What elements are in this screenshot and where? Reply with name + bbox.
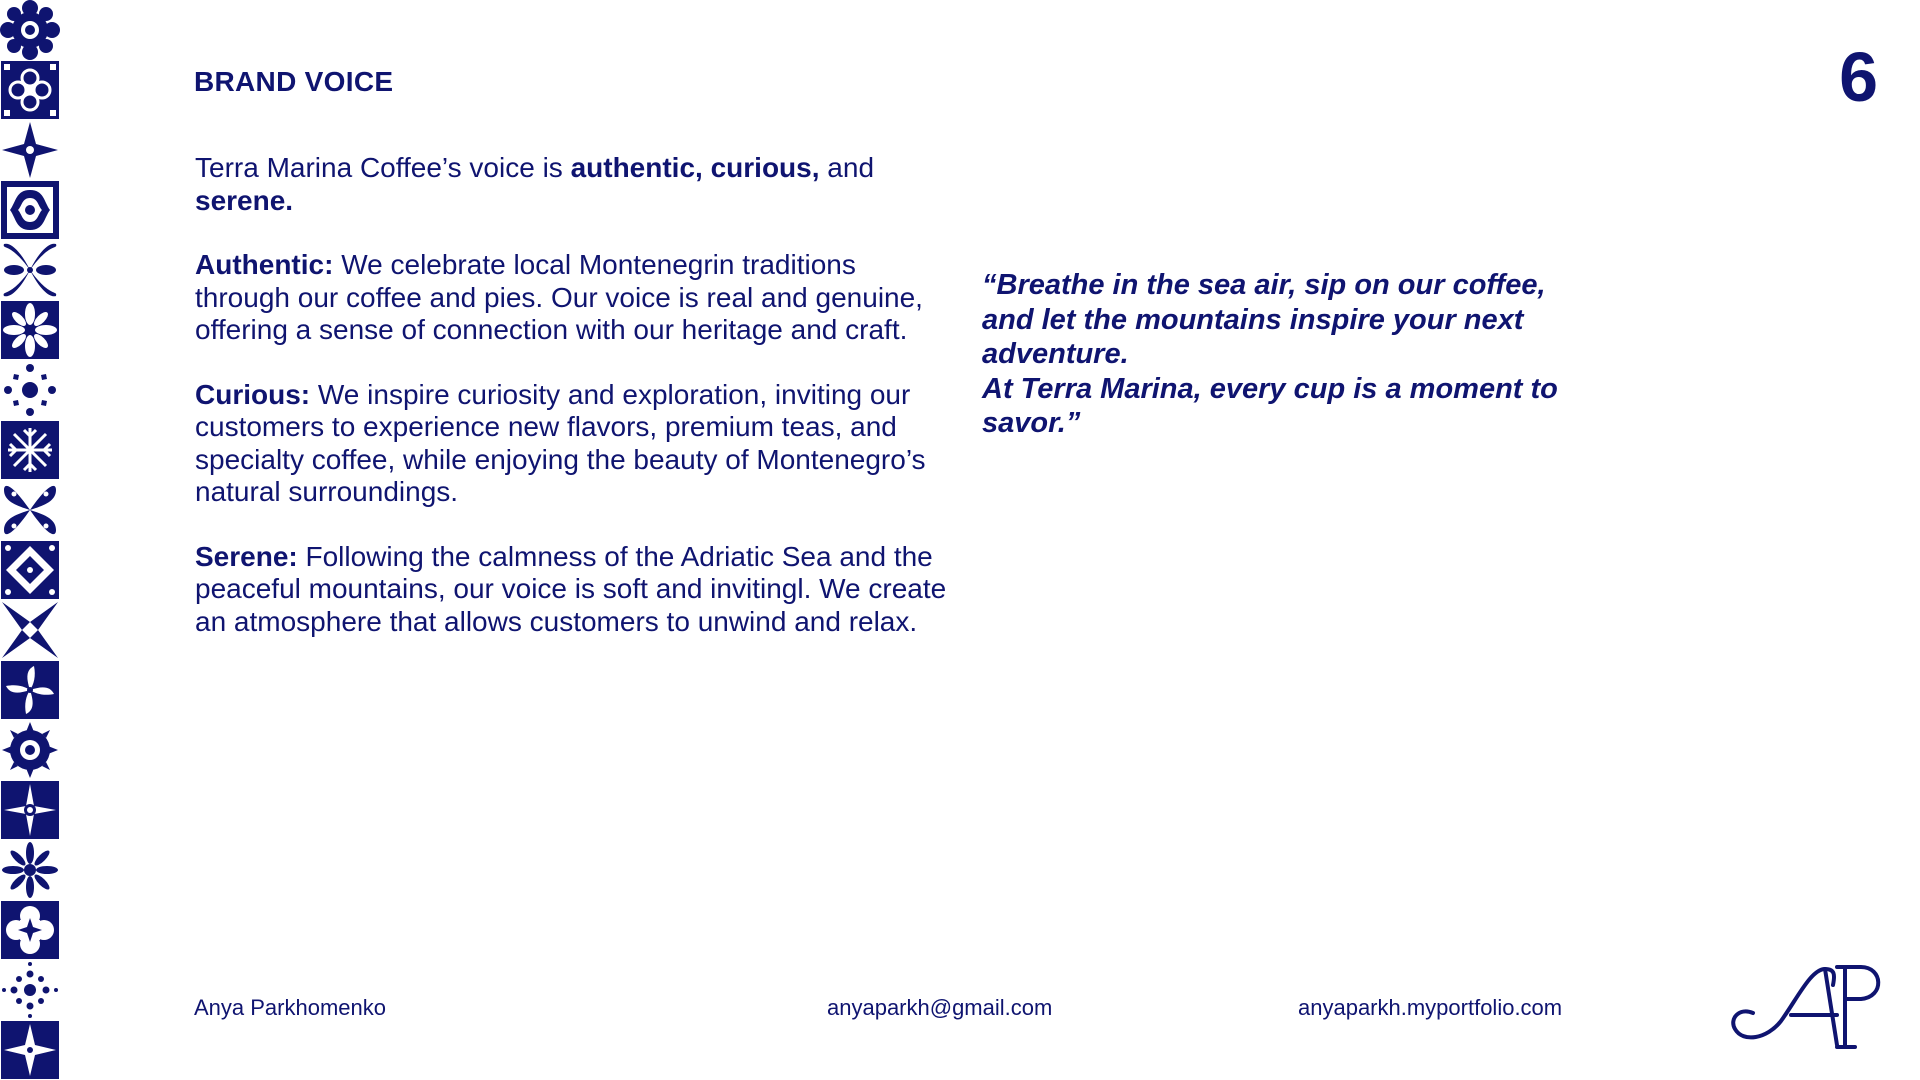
quote-line-1: “Breathe in the sea air, sip on our coffee, and let the mountains inspire your next adventure. [982,269,1546,370]
snowflake-tile-icon [0,780,60,840]
intro-lead: Terra Marina Coffee’s voice is [195,152,571,183]
flower-petal-icon [0,300,60,360]
decorative-tile-strip [0,0,60,1080]
diamond-dots-icon [0,540,60,600]
intro-last-trait: serene. [195,184,294,216]
star-cross-icon [0,600,60,660]
sun-gear-icon [0,720,60,780]
trait-paragraph-serene [195,541,955,639]
trait-paragraph-authentic [195,249,955,347]
dot-ring-icon [0,960,60,1020]
trait-text: Following the calmness of the Adriatic Sea and the peaceful mountains, our voice is soft and invitingl. We create an atmosphere that allows customers to unwind and relax. [195,540,947,637]
intro-traits: authentic, curious, [570,152,820,183]
trait-label: Curious: [195,378,311,410]
framed-knot-icon [0,180,60,240]
intro-joiner: and [819,152,875,183]
flower-gear-icon [0,0,60,60]
snowflake-tile-icon [0,420,60,480]
footer-author-name: Anya Parkhomenko [194,995,386,1020]
trait-text: We inspire curiosity and exploration, inviting our customers to experience new flavors, premium teas, and specialty coffee, while enjoying the beauty of Montenegro’s natural surroundings. [195,378,926,507]
dot-ring-icon [0,360,60,420]
quatrefoil-tile-icon [0,60,60,120]
quote-line-2: At Terra Marina, every cup is a moment to savor.” [982,372,1558,439]
section-title: BRAND VOICE [194,66,394,97]
trait-paragraph-curious [195,379,955,509]
daisy-icon [0,840,60,900]
trait-label: Authentic: [195,249,334,280]
four-point-star-icon [0,1020,60,1080]
trait-label: Serene: [195,540,298,572]
butterfly-petal-icon [0,240,60,300]
trait-text: We celebrate local Montenegrin traditions through our coffee and pies. Our voice is real and genuine, offering a sense of connection with our heritage and craft. [195,249,923,345]
butterfly-petal-icon [0,480,60,540]
clover-cross-icon [0,900,60,960]
footer-email-link[interactable]: anyaparkh@gmail.com [827,995,1053,1020]
ap-monogram-logo [1725,955,1895,1065]
footer-website-link[interactable]: anyaparkh.myportfolio.com [1298,995,1563,1020]
pinwheel-tile-icon [0,660,60,720]
page-number: 6 [1839,38,1878,116]
brand-quote [982,268,1602,441]
four-point-star-icon [0,120,60,180]
intro-paragraph [195,152,955,217]
brand-voice-description [195,152,955,670]
